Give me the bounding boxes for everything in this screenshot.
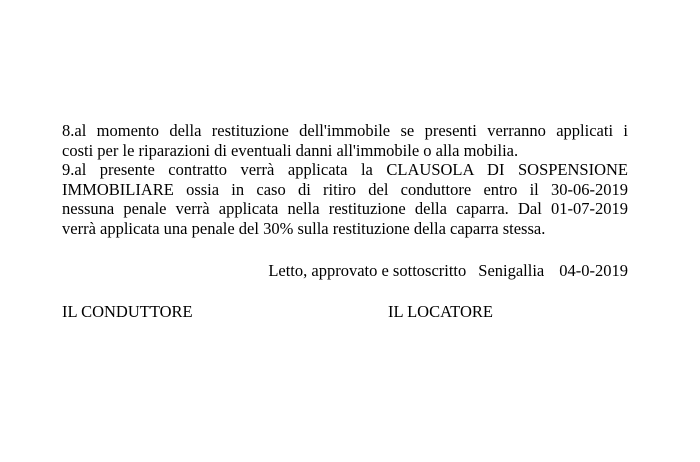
signing-date: 04-0-2019 bbox=[559, 261, 628, 280]
place-name: Senigallia bbox=[478, 261, 545, 280]
clause-9-line-3: nessuna penale verrà applicata nella restituzione della caparra. Dal 01-07-2019 bbox=[62, 199, 628, 219]
clause-9-line-1: 9.al presente contratto verrà applicata la CLAUSOLA DI SOSPENSIONE bbox=[62, 160, 628, 180]
landlord-label: IL LOCATORE bbox=[388, 302, 493, 321]
approval-text: Letto, approvato e sottoscritto bbox=[268, 261, 467, 280]
tenant-label: IL CONDUTTORE bbox=[62, 302, 193, 321]
clause-8-line-2: costi per le riparazioni di eventuali danni all'immobile o alla mobilia. bbox=[62, 140, 519, 160]
contract-clauses bbox=[62, 121, 628, 239]
clause-9-line-4: verrà applicata una penale del 30% sulla restituzione della caparra stessa. bbox=[62, 218, 546, 238]
clause-8-line-1: 8.al momento della restituzione dell'immobile se presenti verranno applicati i bbox=[62, 121, 628, 140]
approval-line bbox=[268, 261, 628, 281]
clause-9-line-2: IMMOBILIARE ossia in caso di ritiro del conduttore entro il 30-06-2019 bbox=[62, 179, 628, 199]
